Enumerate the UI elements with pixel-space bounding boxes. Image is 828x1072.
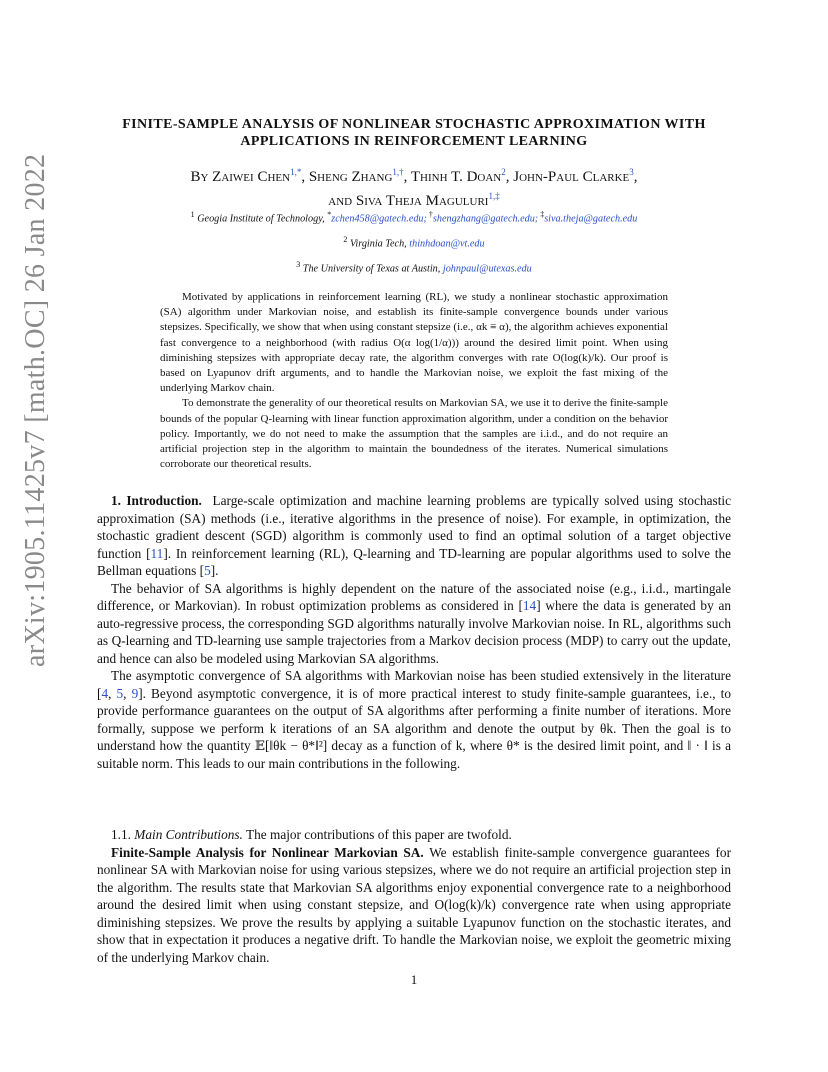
- author-affil-mark[interactable]: 2: [501, 167, 506, 177]
- contributions-section: [97, 826, 731, 966]
- email-link[interactable]: zchen458@gatech.edu;: [331, 213, 427, 225]
- abstract-paragraph-1: Motivated by applications in reinforcement learning (RL), we study a nonlinear stochastic approximation (SA) algorithm under Markovian noise, and establish its finite-sample convergence bounds under various stepsizes. Specifically, we show that when using constant stepsize (i.e., αk ≡ α), the algorithm achieves exponential fast convergence to a neighborhood (with radius O(α log(1/α))) around the desired limit point. When using diminishing stepsizes with appropriate decay rate, the algorithm converges with rate O(log(k)/k). Our proof is based on Lyapunov drift arguments, and to handle the Markovian noise, we exploit the fast mixing of the underlying Markov chain.: [160, 291, 668, 395]
- intro-text: The asymptotic convergence of SA algorithms with Markovian noise has been studied extensively in the literature [: [97, 668, 731, 701]
- affil-number: 1: [190, 210, 195, 219]
- by-label: By: [190, 169, 213, 185]
- intro-text: Large-scale optimization and machine learning problems are typically solved using stochastic approximation (SA) methods (i.e., iterative algorithms in the presence of noise). For example, in optimization, the stochastic gradient descent (SGD) algorithm is commonly used to find an optimal solution of a target objective function [: [97, 493, 731, 561]
- author-affil-mark[interactable]: 1,†: [392, 167, 404, 177]
- affil-institution: Geogia Institute of Technology,: [194, 213, 328, 225]
- author-line-2: [100, 187, 728, 211]
- author-name: and Siva Theja Maguluri: [328, 193, 489, 209]
- affil-institution: Virginia Tech,: [347, 238, 410, 250]
- intro-text: ].: [210, 563, 219, 578]
- author-affil-mark[interactable]: 1,*: [290, 167, 302, 177]
- author-name: , Sheng Zhang: [301, 169, 393, 185]
- author-separator: ,: [633, 169, 638, 185]
- email-link[interactable]: shengzhang@gatech.edu;: [432, 213, 539, 225]
- contribution-title: Finite-Sample Analysis for Nonlinear Markovian SA.: [111, 844, 424, 860]
- contribution-paragraph: [97, 844, 731, 967]
- author-affil-mark[interactable]: 3: [629, 167, 634, 177]
- citation-link[interactable]: 4: [101, 685, 109, 701]
- citation-link[interactable]: 11: [150, 545, 164, 561]
- affil-symbol: *: [327, 210, 332, 219]
- abstract-paragraph-2: To demonstrate the generality of our theoretical results on Markovian SA, we use it to derive the finite-sample bounds of the popular Q-learning with linear function approximation algorithm, under a condition on the behavior policy. Importantly, we do not need to make the assumption that the samples are i.i.d., and do not require an artificial projection step in the algorithm to maintain the boundedness of the iterates. Numerical simulations corroborate our theoretical results.: [160, 397, 668, 471]
- affil-institution: The University of Texas at Austin,: [300, 263, 443, 275]
- title-line-1: FINITE-SAMPLE ANALYSIS OF NONLINEAR STOCHASTIC APPROXIMATION WITH: [122, 117, 706, 132]
- paper-title: [100, 116, 828, 150]
- section-heading: 1. Introduction.: [111, 493, 202, 508]
- email-link[interactable]: thinhdoan@vt.edu: [409, 238, 485, 250]
- author-name: Zaiwei Chen: [212, 169, 291, 185]
- intro-paragraph-2: [97, 580, 731, 668]
- introduction-section: [97, 492, 731, 772]
- citation-link[interactable]: 9: [131, 685, 139, 701]
- affiliation-2: [100, 235, 728, 249]
- abstract: [160, 290, 668, 472]
- citation-link[interactable]: 14: [522, 598, 537, 613]
- affil-symbol: †: [426, 210, 433, 219]
- affiliation-3: [100, 260, 728, 274]
- intro-paragraph-1: [97, 492, 731, 580]
- contribution-text: We establish finite-sample convergence guarantees for nonlinear SA with Markovian noise for using various stepsizes, where we do not require an artificial projection step in the algorithm. The results state that Markovian SA algorithms enjoy exponential convergence rate to a neighborhood around the desired limit when using constant stepsize, and O(log(k)/k) convergence rate when using appropriate diminishing stepsizes. We prove the results by applying a suitable Lyapunov function on the stochastic iterates, and show that in expectation it produces a negative drift. To handle the Markovian noise, we exploit the geometric mixing of the underlying Markov chain.: [97, 844, 731, 965]
- intro-text: ]. In reinforcement learning (RL), Q-learning and TD-learning are popular algorithms used to solve the Bellman equations [: [97, 545, 731, 578]
- subsection-title: Main Contributions.: [134, 827, 243, 842]
- author-affil-mark[interactable]: 1,‡: [488, 191, 500, 201]
- intro-text: ]. Beyond asymptotic convergence, it is of more practical interest to study finite-sample guarantees, i.e., to provide performance guarantees on the output of SA algorithms after performing a finite number of iterations. More formally, suppose we perform k iterations of an SA algorithm and denote the output by θk. Then the goal is to understand how the quantity 𝔼[‖θk − θ*‖²] decay as a function of k, where θ* is the desired limit point, and ‖ · ‖ is a suitable norm. This leads to our main contributions in the following.: [97, 685, 732, 771]
- intro-text: ] where the data is generated by an auto-regressive process, the corresponding SGD algorithms naturally involve Markovian noise. In RL, algorithms such as Q-learning and TD-learning use sample trajectories from a Markov decision process (MDP) to carry out the update, and hence can also be modeled using Markovian SA algorithms.: [97, 598, 732, 666]
- subsection-number: 1.1.: [111, 827, 135, 842]
- affil-number: 2: [343, 235, 348, 244]
- affil-symbol: ‡: [538, 210, 545, 219]
- title-line-2: APPLICATIONS IN REINFORCEMENT LEARNING: [240, 134, 588, 149]
- author-line-1: [100, 163, 728, 187]
- author-name: , John-Paul Clarke: [505, 169, 630, 185]
- email-link[interactable]: johnpaul@utexas.edu: [442, 263, 532, 275]
- author-name: , Thinh T. Doan: [403, 169, 502, 185]
- affil-number: 3: [296, 260, 301, 269]
- arxiv-identifier: arXiv:1905.11425v7 [math.OC] 26 Jan 2022: [20, 153, 51, 667]
- affiliation-1: [100, 210, 728, 224]
- citation-link[interactable]: 5: [116, 685, 124, 701]
- subsection-text: The major contributions of this paper are twofold.: [242, 827, 512, 842]
- citation-link[interactable]: 5: [204, 563, 211, 578]
- page-number: 1: [410, 972, 418, 987]
- email-link[interactable]: siva.theja@gatech.edu: [544, 213, 638, 225]
- author-list: [100, 163, 728, 211]
- intro-paragraph-3: The asymptotic convergence of SA algorithms with Markovian noise has been studied extensively in the literature [4, 5, 9]. Beyond asymptotic convergence, it is of more practical interest to study finite-sample guarantees, i.e., to provide performance guarantees on the output of SA algorithms after performing a finite number of iterations. More formally, suppose we perform k iterations of an SA algorithm and denote the output by θk. Then the goal is to understand how the quantity 𝔼[‖θk − θ*‖²] decay as a function of k, where θ* is the desired limit point, and ‖ · ‖ is a suitable norm. This leads to our main contributions in the following.: [97, 668, 732, 771]
- subsection-heading-line: [97, 826, 731, 844]
- intro-text: The behavior of SA algorithms is highly dependent on the nature of the associated noise (e.g., i.i.d., martingale difference, or Markovian). In robust optimization problems as considered in [: [97, 580, 731, 613]
